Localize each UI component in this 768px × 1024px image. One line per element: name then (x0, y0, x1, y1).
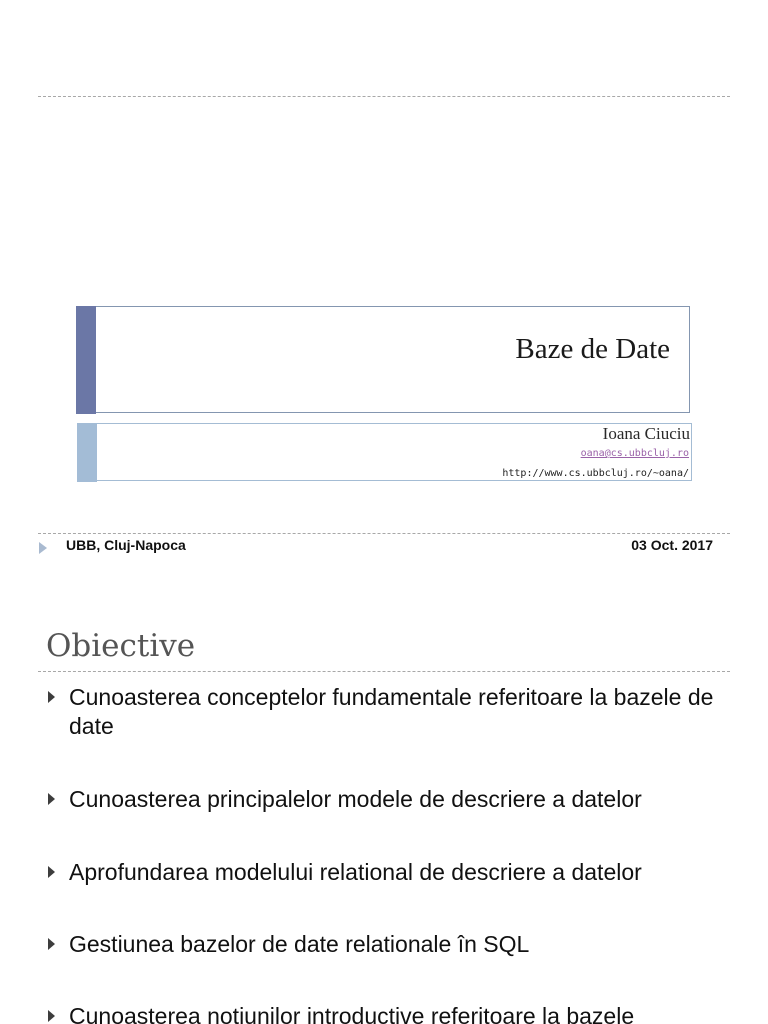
section-title: Obiective (46, 628, 196, 664)
author-url: http://www.cs.ubbcluj.ro/~oana/ (502, 468, 689, 479)
top-divider (38, 96, 730, 97)
footer-institution: UBB, Cluj-Napoca (66, 537, 186, 553)
bullet-arrow-icon (48, 866, 55, 878)
list-item-text: Cunoasterea principalelor modele de descriere a datelor (69, 786, 642, 812)
footer-arrow-icon (39, 542, 47, 554)
list-item-text: Cunoasterea notiunilor introductive referitoare la bazele (69, 1003, 635, 1024)
footer-date: 03 Oct. 2017 (631, 537, 713, 553)
bullet-arrow-icon (48, 793, 55, 805)
section-divider (38, 671, 730, 672)
title-accent-bar (76, 306, 96, 414)
title-box (76, 306, 690, 413)
bullet-arrow-icon (48, 938, 55, 950)
author-email-link[interactable]: oana@cs.ubbcluj.ro (580, 448, 689, 459)
list-item-text: Cunoasterea conceptelor fundamentale referitoare la bazele de date (69, 684, 714, 739)
bullet-arrow-icon (48, 1010, 55, 1022)
list-item-text: Gestiunea bazelor de date relationale în SQL (69, 931, 530, 957)
author-name: Ioana Ciuciu (602, 424, 690, 443)
subtitle-box (77, 423, 692, 481)
subtitle-accent-bar (77, 423, 97, 482)
slide-title: Baze de Date (515, 333, 670, 365)
list-item-text: Aprofundarea modelului relational de descriere a datelor (69, 859, 642, 885)
footer-divider (38, 533, 730, 534)
bullet-arrow-icon (48, 691, 55, 703)
